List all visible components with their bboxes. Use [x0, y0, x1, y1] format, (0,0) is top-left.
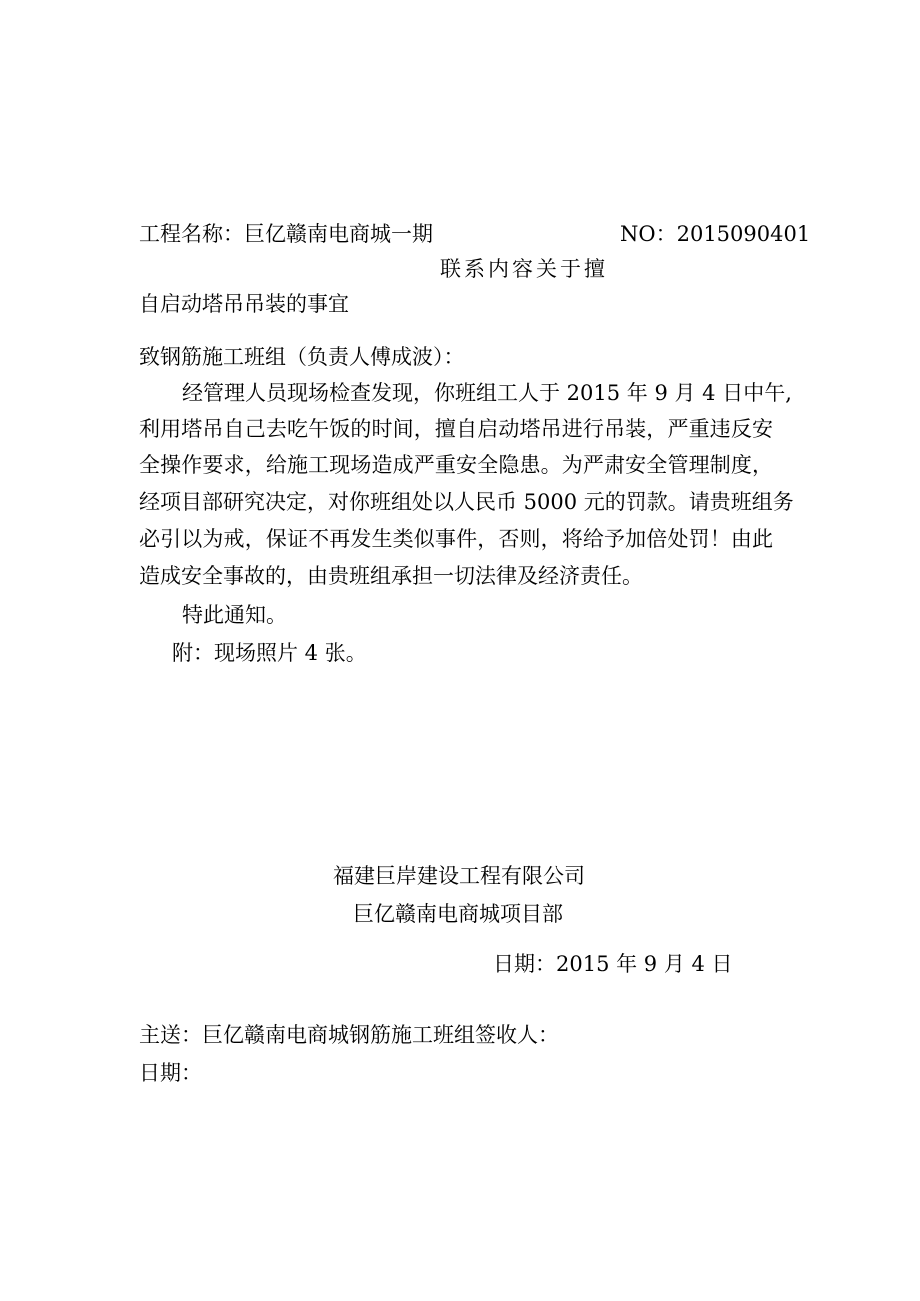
paragraph-line: 利用塔吊自己去吃午饭的时间，擅自启动塔吊进行吊装，严重违反安: [139, 417, 773, 441]
document-title-line-2: 自启动塔吊吊装的事宜: [139, 292, 349, 316]
signature-date: 日期：2015 年 9 月 4 日: [493, 952, 733, 976]
paragraph-line: 经管理人员现场检查发现，你班组工人于 2015 年 9 月 4 日中午,: [182, 381, 792, 405]
recipient-line: 主送：巨亿赣南电商城钢筋施工班组签收人：: [139, 1023, 559, 1047]
attachment-note: 附：现场照片 4 张。: [172, 641, 367, 665]
project-name: 工程名称：巨亿赣南电商城一期: [139, 222, 433, 246]
paragraph-line: 全操作要求，给施工现场造成严重安全隐患。为严肃安全管理制度，: [139, 453, 773, 477]
receipt-date-label: 日期：: [139, 1061, 202, 1085]
document-title-line-1: 联系内容关于擅: [440, 257, 608, 281]
company-name: 福建巨岸建设工程有限公司: [333, 864, 585, 888]
paragraph-line: 必引以为戒，保证不再发生类似事件，否则，将给予加倍处罚！由此: [139, 527, 773, 551]
addressee: 致钢筋施工班组（负责人傅成波）：: [139, 345, 465, 369]
paragraph-line: 造成安全事故的，由贵班组承担一切法律及经济责任。: [139, 564, 643, 588]
paragraph-line: 经项目部研究决定，对你班组处以人民币 5000 元的罚款。请贵班组务: [139, 490, 794, 514]
department-name: 巨亿赣南电商城项目部: [353, 902, 563, 926]
document-number: NO：2015090401: [620, 222, 811, 246]
notice-closing: 特此通知。: [182, 603, 287, 627]
